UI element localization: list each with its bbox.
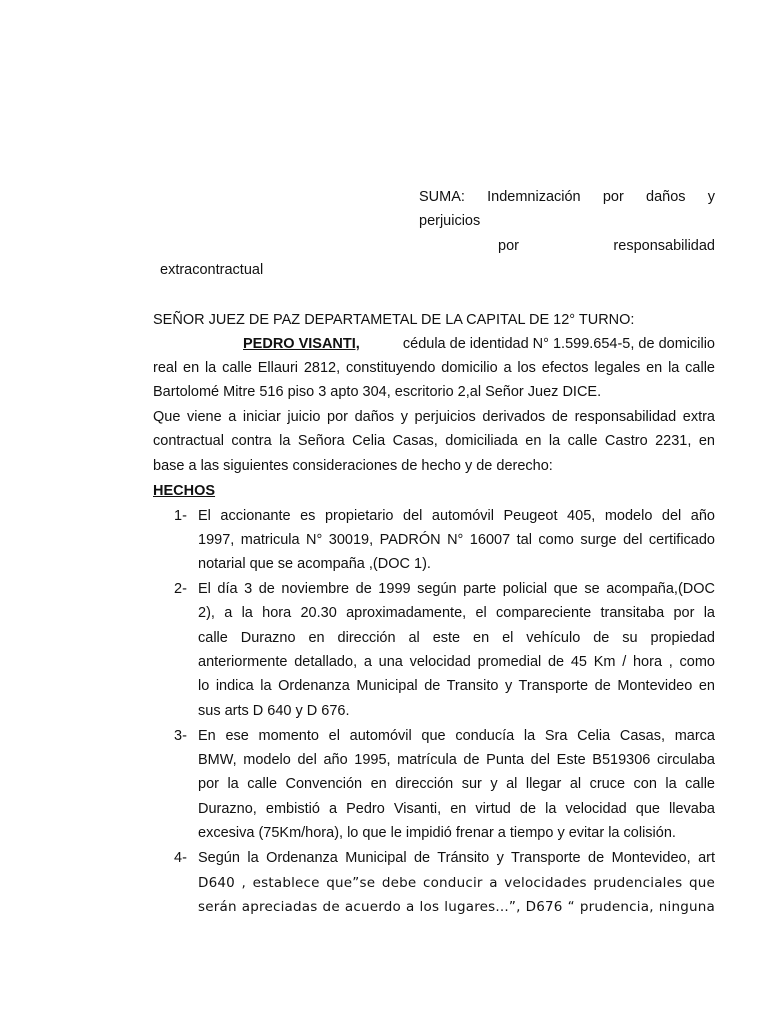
list-item-line: sus arts D 640 y D 676. (198, 703, 350, 719)
suma-word: por (602, 189, 624, 205)
list-item-line: excesiva (75Km/hora), lo que le impidió frenar a tiempo y evitar la colisión. (198, 825, 676, 841)
intro-line-5: contractual contra la Señora Celia Casas, domiciliada en la calle Castro 2231, en (153, 433, 715, 449)
section-heading-hechos: HECHOS (153, 483, 216, 499)
suma-line-3 (498, 234, 715, 258)
suma-line-1 (419, 185, 715, 209)
list-item-line: En ese momento el automóvil que conducía la Sra Celia Casas, marca (198, 728, 715, 744)
intro-line-2: real en la calle Ellauri 2812, constituyendo domicilio a los efectos legales en la calle (153, 360, 715, 376)
list-item-line: El accionante es propietario del automóvil Peugeot 405, modelo del año (198, 508, 715, 524)
intro-line-3: Bartolomé Mitre 516 piso 3 apto 304, escritorio 2,al Señor Juez DICE. (153, 384, 602, 400)
list-item-line: anteriormente detallado, a una velocidad promedial de 45 Km / hora , como (198, 654, 715, 670)
list-item-line: El día 3 de noviembre de 1999 según parte policial que se acompaña,(DOC (198, 581, 715, 597)
intro-line-1 (243, 332, 715, 356)
list-item-line: lo indica la Ordenanza Municipal de Transito y Transporte de Montevideo en (198, 678, 715, 694)
list-item-line: D640 , establece que”se debe conducir a velocidades prudenciales que (198, 875, 715, 891)
list-item-line: calle Durazno en dirección al este en el vehículo de su propiedad (198, 630, 715, 646)
suma-word: responsabilidad (613, 238, 715, 254)
list-item-number: 1- (174, 508, 187, 524)
list-item-number: 2- (174, 581, 187, 597)
suma-label: SUMA: (419, 189, 465, 205)
list-item-line: BMW, modelo del año 1995, matrícula de Punta del Este B519306 circulaba (198, 752, 715, 768)
intro-text: cédula de identidad N° 1.599.654-5, de domicilio (402, 336, 715, 352)
intro-line-4: Que viene a iniciar juicio por daños y perjuicios derivados de responsabilidad extra (153, 409, 715, 425)
list-item-line: serán apreciadas de acuerdo a los lugares...”, D676 “ prudencia, ninguna (198, 899, 715, 915)
intro-line-6: base a las siguientes consideraciones de hecho y de derecho: (153, 458, 553, 474)
list-item-number: 3- (174, 728, 187, 744)
suma-line-4: extracontractual (160, 262, 264, 278)
list-item-line: 1997, matricula N° 30019, PADRÓN N° 16007 tal como surge del certificado (198, 532, 715, 548)
suma-word: Indemnización (487, 189, 581, 205)
list-item-line: por la calle Convención en dirección sur y al llegar al cruce con la calle (198, 776, 715, 792)
list-item-line: 2), a la hora 20.30 aproximadamente, el compareciente transitaba por la (198, 605, 715, 621)
list-item-line: Según la Ordenanza Municipal de Tránsito y Transporte de Montevideo, art (198, 850, 715, 866)
list-item-line: Durazno, embistió a Pedro Visanti, en virtud de la velocidad que llevaba (198, 801, 715, 817)
list-item-line: notarial que se acompaña ,(DOC 1). (198, 556, 431, 572)
suma-word: y (707, 189, 715, 205)
list-item-number: 4- (174, 850, 187, 866)
addressee: SEÑOR JUEZ DE PAZ DEPARTAMETAL DE LA CAPITAL DE 12° TURNO: (153, 312, 635, 328)
suma-word: por (498, 238, 519, 254)
plaintiff-name: PEDRO VISANTI, (243, 336, 360, 352)
suma-word: daños (646, 189, 686, 205)
suma-line-2: perjuicios (419, 213, 481, 229)
